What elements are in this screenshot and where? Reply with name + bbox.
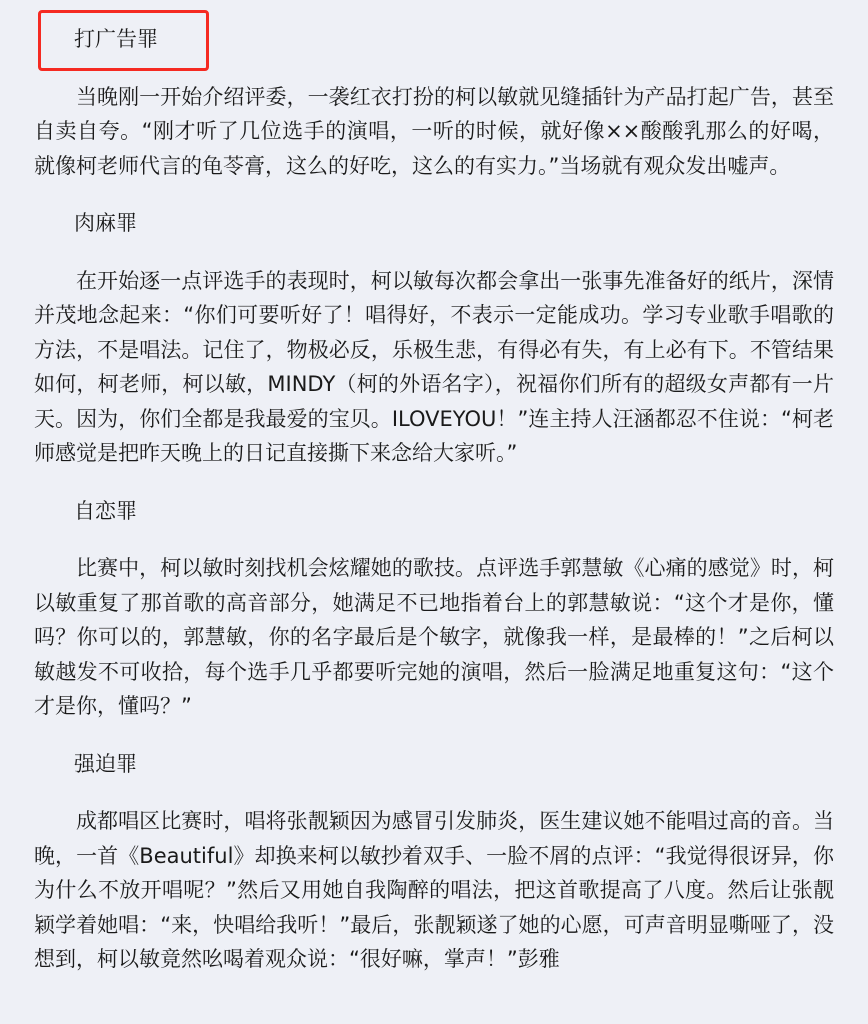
section-paragraph-narcissism: 比赛中，柯以敏时刻找机会炫耀她的歌技。点评选手郭慧敏《心痛的感觉》时，柯以敏重复了那首歌的高音部分，她满足不已地指着台上的郭慧敏说：“这个才是你，懂吗？你可以的，郭慧敏，你的名字最后是个敏字，就像我一样，是最棒的！”之后柯以敏越发不可收拾，每个选手几乎都要听完她的演唱，然后一脸满足地重复这句：“这个才是你，懂吗？” <box>34 556 834 718</box>
section-heading-advertising: 打广告罪 <box>74 27 158 51</box>
section-heading-narcissism: 自恋罪 <box>74 498 137 523</box>
section-heading-flattery: 肉麻罪 <box>74 211 137 235</box>
section-heading-coercion: 强迫罪 <box>74 751 137 776</box>
article-body <box>34 22 834 1000</box>
section-paragraph-coercion: 成都唱区比赛时，唱将张靓颖因为感冒引发肺炎，医生建议她不能唱过高的音。当晚，一首《Beautiful》却换来柯以敏抄着双手、一脸不屑的点评：“我觉得很讶异，你为什么不放开唱呢？”然后又用她自我陶醉的唱法，把这首歌提高了八度。然后让张靓颖学着她唱：“来，快唱给我听！”最后，张靓颖遂了她的心愿，可声音明显嘶哑了，没想到，柯以敏竟然吆喝着观众说：“很好嘛，掌声！”彭雅 <box>34 809 834 971</box>
section-paragraph-advertising: 当晚刚一开始介绍评委，一袭红衣打扮的柯以敏就见缝插针为产品打起广告，甚至自卖自夸。“刚才听了几位选手的演唱，一听的时候，就好像××酸酸乳那么的好喝，就像柯老师代言的龟苓膏，这么的好吃，这么的有实力。”当场就有观众发出嘘声。 <box>34 84 834 178</box>
section-paragraph-flattery: 在开始逐一点评选手的表现时，柯以敏每次都会拿出一张事先准备好的纸片，深情并茂地念起来：“你们可要听好了！唱得好，不表示一定能成功。学习专业歌手唱歌的方法，不是唱法。记住了，物极必反，乐极生悲，有得必有失，有上必有下。不管结果如何，柯老师，柯以敏，MINDY（柯的外语名字），祝福你们所有的超级女声都有一片天。因为，你们全都是我最爱的宝贝。ILOVEYOU！”连主持人汪涵都忍不住说：“柯老师感觉是把昨天晚上的日记直接撕下来念给大家听。” <box>34 268 834 465</box>
